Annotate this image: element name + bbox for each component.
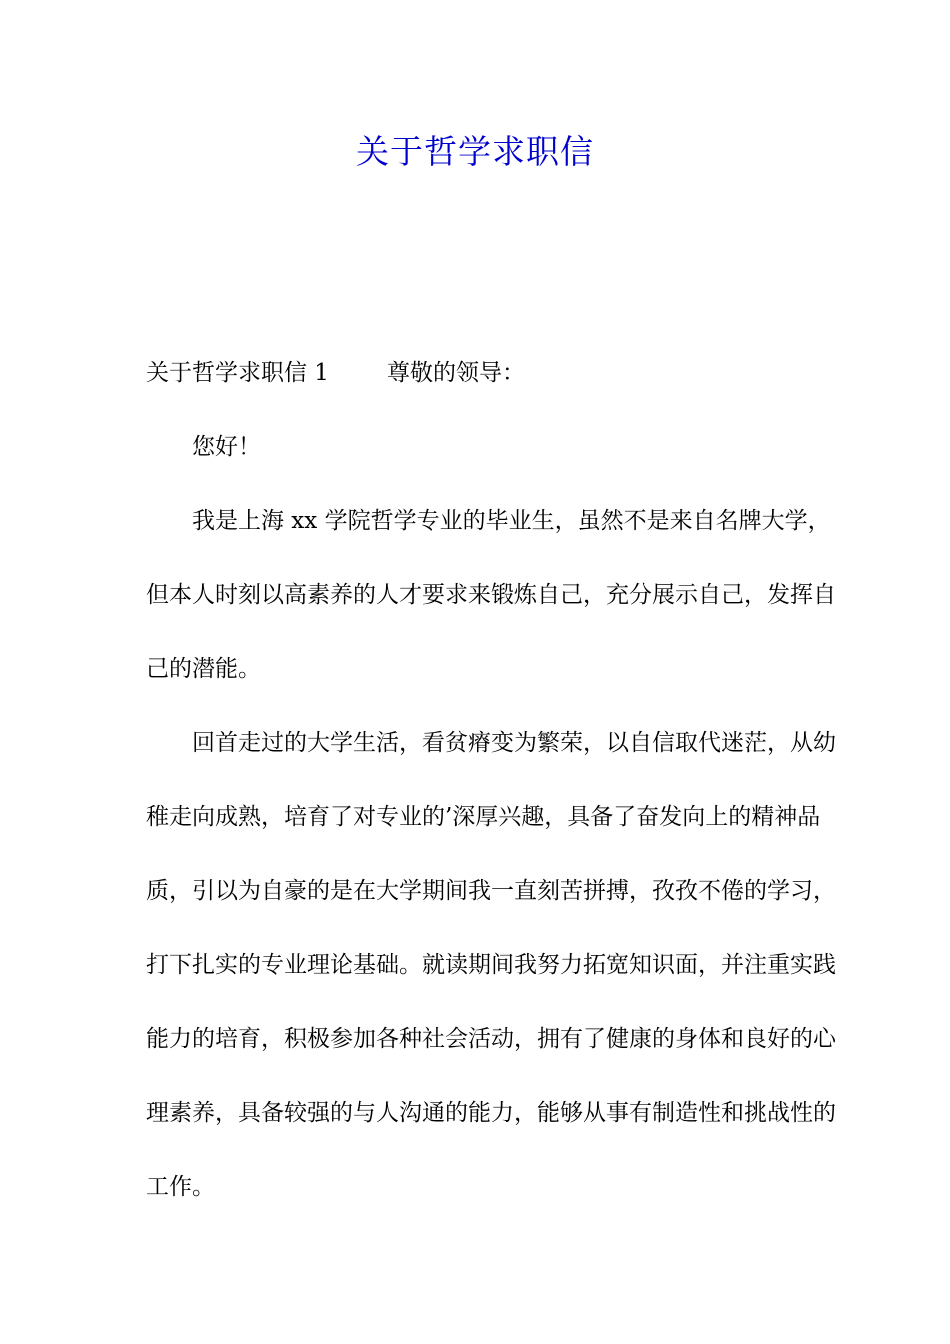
letter-heading-label: 关于哲学求职信 1 [146, 360, 329, 386]
paragraph-2: 回首走过的大学生活，看贫瘠变为繁荣，以自信取代迷茫，从幼稚走向成熟，培育了对专业的’深厚兴趣，具备了奋发向上的精神品质，引以为自豪的是在大学期间我一直刻苦拼搏，孜孜不倦的学习，打下扎实的专业理论基础。就读期间我努力拓宽知识面，并注重实践能力的培育，积极参加各种社会活动，拥有了健康的身体和良好的心理素养，具备较强的与人沟通的能力，能够从事有制造性和挑战性的工作。 [146, 730, 836, 1200]
letter-body [146, 336, 836, 1224]
paragraph-1: 我是上海 xx 学院哲学专业的毕业生，虽然不是来自名牌大学，但本人时刻以高素养的人才要求来锻炼自己，充分展示自己，发挥自己的潜能。 [146, 508, 836, 682]
document-title: 关于哲学求职信 [356, 132, 594, 171]
letter-heading-line [146, 336, 836, 410]
salutation: 尊敬的领导： [386, 360, 525, 386]
greeting: 您好！ [192, 434, 261, 460]
